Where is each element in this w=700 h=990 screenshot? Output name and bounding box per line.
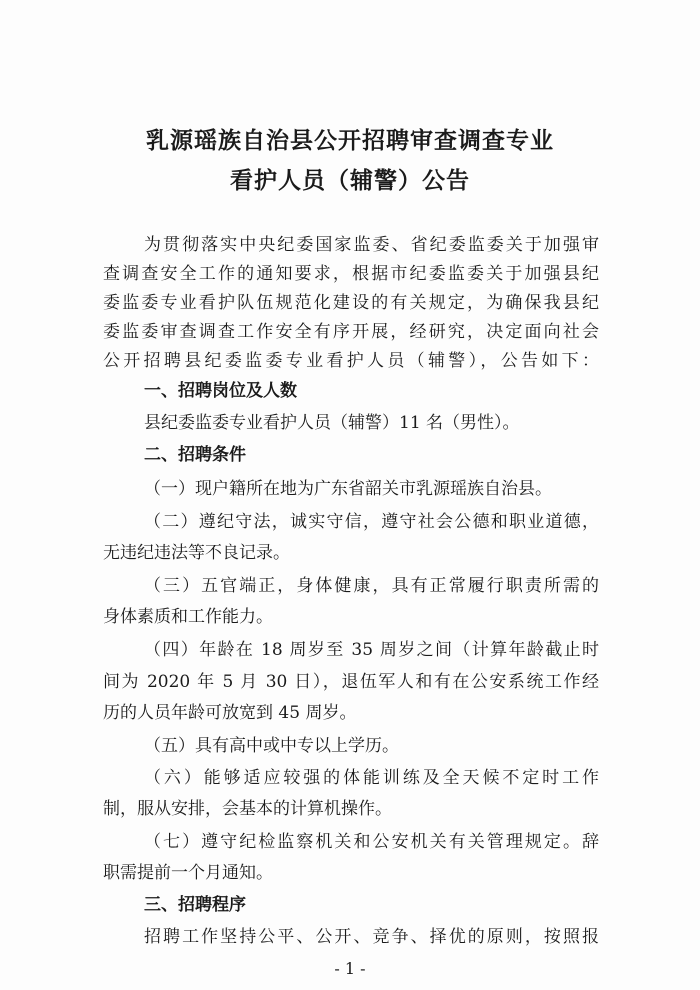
condition-3-line-2: 身体素质和工作能力。 [103,607,273,627]
positions-text: 县纪委监委专业看护人员（辅警）11 名（男性）。 [144,413,520,433]
condition-1: （一）现户籍所在地为广东省韶关市乳源瑶族自治县。 [144,479,552,499]
intro-line-4: 委监委审查调查工作安全有序开展，经研究，决定面向社会 [103,322,599,342]
condition-5: （五）具有高中或中专以上学历。 [144,736,399,756]
condition-2-line-2: 无违纪违法等不良记录。 [103,543,290,563]
intro-line-5: 公开招聘县纪委监委专业看护人员（辅警），公告如下： [103,351,599,371]
section-heading-positions: 一、招聘岗位及人数 [144,381,297,401]
intro-line-3: 委监委专业看护队伍规范化建设的有关规定，为确保我县纪 [103,293,599,313]
section-heading-conditions: 二、招聘条件 [144,445,246,465]
condition-4-line-2: 间为 2020 年 5 月 30 日），退伍军人和有在公安系统工作经 [103,672,599,692]
condition-2-line-1: （二）遵纪守法，诚实守信，遵守社会公德和职业道德， [144,512,599,532]
condition-4-line-1: （四）年龄在 18 周岁至 35 周岁之间（计算年龄截止时 [144,640,599,660]
condition-4-line-3: 历的人员年龄可放宽到 45 周岁。 [103,703,357,723]
condition-6-line-1: （六）能够适应较强的体能训练及全天候不定时工作 [144,768,599,788]
document-title-line-2: 看护人员（辅警）公告 [230,167,470,194]
section-heading-procedure: 三、招聘程序 [144,895,246,915]
page-number: - 1 - [334,959,366,978]
condition-7-line-1: （七）遵守纪检监察机关和公安机关有关管理规定。辞 [144,832,599,852]
intro-line-2: 查调查安全工作的通知要求，根据市纪委监委关于加强县纪 [103,264,599,284]
intro-line-1: 为贯彻落实中央纪委国家监委、省纪委监委关于加强审 [144,235,599,255]
condition-3-line-1: （三）五官端正，身体健康，具有正常履行职责所需的 [144,576,599,596]
condition-7-line-2: 职需提前一个月通知。 [103,863,273,883]
procedure-text: 招聘工作坚持公平、公开、竞争、择优的原则，按照报 [144,927,599,947]
condition-6-line-2: 制，服从安排，会基本的计算机操作。 [103,799,392,819]
document-title-line-1: 乳源瑶族自治县公开招聘审查调查专业 [146,127,554,154]
